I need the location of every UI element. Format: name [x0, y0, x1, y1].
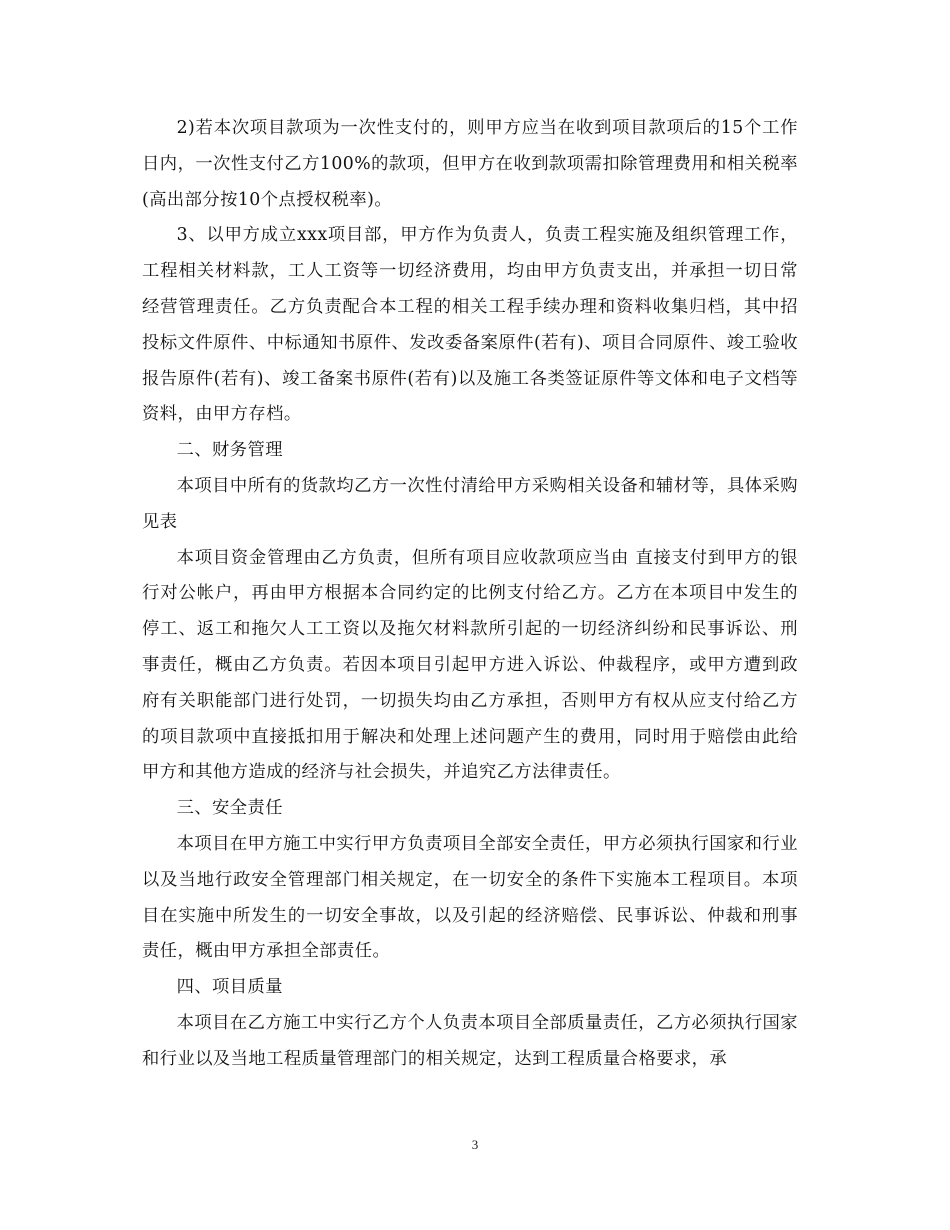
paragraph-fund-management: 本项目资金管理由乙方负责，但所有项目应收款项应当由 直接支付到甲方的银行对公帐户，再由甲方根据本合同约定的比例支付给乙方。乙方在本项目中发生的停工、返工和拖欠人工工资以及拖欠材料款所引起的一切经济纠纷和民事诉讼、刑事责任，概由乙方负责。若因本项目引起甲方进入诉讼、仲裁程序，或甲方遭到政府有关职能部门进行处罚，一切损失均由乙方承担，否则甲方有权从应支付给乙方的项目款项中直接抵扣用于解决和处理上述问题产生的费用，同时用于赔偿由此给甲方和其他方造成的经济与社会损失，并追究乙方法律责任。 — [142, 547, 798, 783]
document-body — [142, 111, 798, 1078]
section-heading-financial-management: 二、财务管理 — [176, 440, 283, 461]
paragraph-lump-sum-payment: 2)若本次项目款项为一次性支付的，则甲方应当在收到项目款项后的15个工作日内，一次性支付乙方100%的款项，但甲方在收到款项需扣除管理费用和相关税率(高出部分按10个点授权税率)。 — [142, 118, 798, 210]
page-number: 3 — [471, 1137, 479, 1152]
section-heading-safety-responsibility: 三、安全责任 — [176, 798, 283, 819]
paragraph-safety: 本项目在甲方施工中实行甲方负责项目全部安全责任，甲方必须执行国家和行业以及当地行政安全管理部门相关规定，在一切安全的条件下实施本工程项目。本项目在实施中所发生的一切安全事故，以及引起的经济赔偿、民事诉讼、仲裁和刑事责任，概由甲方承担全部责任。 — [142, 833, 798, 962]
section-heading-project-quality: 四、项目质量 — [176, 977, 283, 998]
paragraph-quality: 本项目在乙方施工中实行乙方个人负责本项目全部质量责任，乙方必须执行国家和行业以及当地工程质量管理部门的相关规定，达到工程质量合格要求，承 — [142, 1012, 798, 1069]
paragraph-project-department: 3、以甲方成立xxx项目部，甲方作为负责人，负责工程实施及组织管理工作，工程相关材料款，工人工资等一切经济费用，均由甲方负责支出，并承担一切日常经营管理责任。乙方负责配合本工程的相关工程手续办理和资料收集归档，其中招投标文件原件、中标通知书原件、发改委备案原件(若有)、项目合同原件、竣工验收报告原件(若有)、竣工备案书原件(若有)以及施工各类签证原件等文体和电子文档等资料，由甲方存档。 — [142, 225, 798, 425]
paragraph-procurement: 本项目中所有的货款均乙方一次性付清给甲方采购相关设备和辅材等，具体采购见表 — [142, 475, 798, 532]
